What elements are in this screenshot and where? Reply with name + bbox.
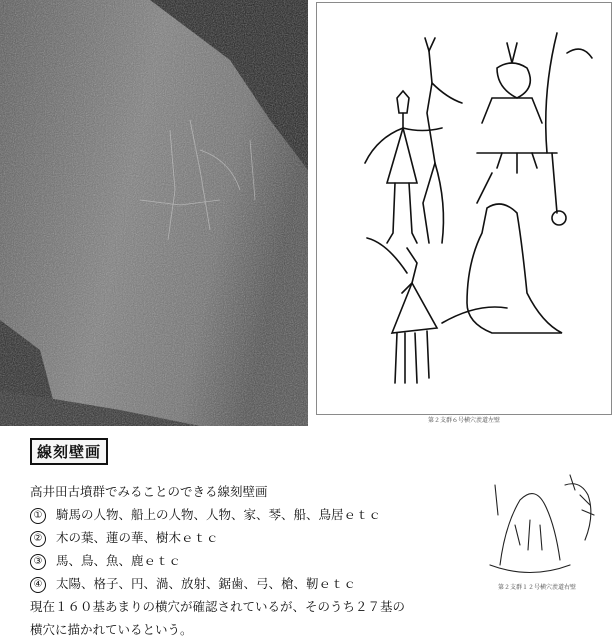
engraving-drawing-image [317, 3, 611, 414]
description [30, 480, 450, 641]
list-item [30, 526, 450, 549]
cave-wall-photo [0, 0, 308, 426]
small-drawing-caption: 第２支群１２号横穴羨道右壁 [497, 584, 576, 591]
item-number: ① [30, 508, 46, 524]
item-number: ② [30, 531, 46, 547]
intro-text: 高井田古墳群でみることのできる線刻壁画 [30, 484, 268, 499]
section-heading: 線刻壁画 [30, 438, 108, 465]
item-text: 太陽、格子、円、渦、放射、鋸歯、弓、槍、靭ｅｔｃ [56, 576, 357, 591]
summary-line-1: 現在１６０基あまりの横穴が確認されているが、そのうち２７基の [30, 599, 406, 614]
list-item [30, 549, 450, 572]
item-text: 馬、鳥、魚、鹿ｅｔｃ [56, 553, 182, 568]
drawing-caption: 第２支群６号横穴羨道左壁 [427, 417, 500, 424]
list-item [30, 503, 450, 526]
list-item [30, 572, 450, 595]
cave-wall-photo-image [0, 0, 308, 426]
item-text: 騎馬の人物、船上の人物、人物、家、琴、船、鳥居ｅｔｃ [56, 507, 382, 522]
item-number: ④ [30, 577, 46, 593]
small-engraving-image [470, 465, 610, 583]
item-text: 木の葉、蓮の華、樹木ｅｔｃ [56, 530, 219, 545]
item-number: ③ [30, 554, 46, 570]
summary-line-2: 横穴に描かれているという。 [30, 622, 193, 637]
small-engraving-drawing [470, 465, 610, 583]
engraving-drawing [316, 2, 612, 415]
